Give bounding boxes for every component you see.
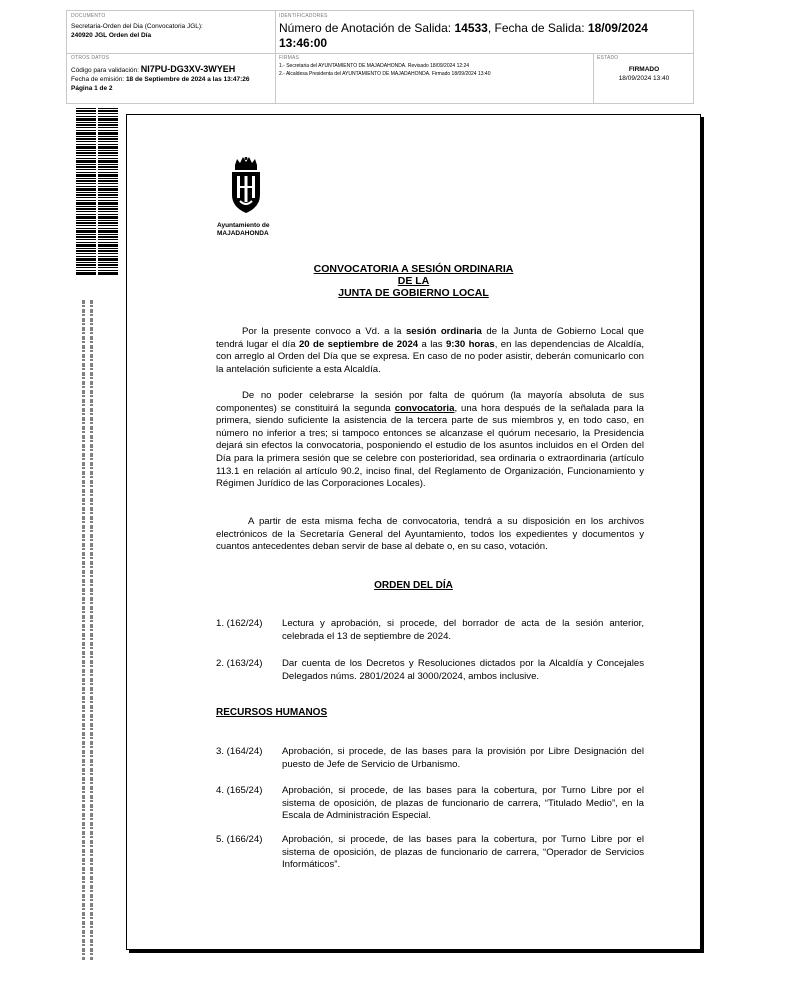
hora-value: 13:46:00 [279, 36, 328, 50]
firmas-label: FIRMAS [279, 55, 300, 61]
p1-text-e: a las [418, 338, 446, 350]
title-line3: JUNTA DE GOBIERNO LOCAL [338, 287, 489, 299]
emision-value: 18 de Septiembre de 2024 a las 13:47:26 [125, 76, 250, 83]
title-line1: CONVOCATORIA A SESIÓN ORDINARIA [313, 263, 514, 275]
anotacion-number: 14533 [454, 21, 488, 35]
paragraph-archivos: A partir de esta misma fecha de convocatoria, tendrá a su disposición en los archivos electrónicos de la Secretaría General del Ayuntamiento, todos los expedientes y documentos y cuantos antecedentes deban servir de base al debate o, en su caso, votación. [216, 516, 644, 553]
documento-cell [71, 13, 275, 53]
codigo-label: Código para validación: [71, 67, 139, 74]
section-recursos-humanos: RECURSOS HUMANOS [216, 707, 328, 718]
estado-value: FIRMADO [628, 66, 660, 73]
orden-del-dia-heading: ORDEN DEL DÍA [374, 580, 453, 591]
document-page [126, 114, 701, 950]
logo-caption-line2: MAJADAHONDA [217, 230, 269, 237]
pagina: Página 1 de 2 [71, 85, 113, 92]
agenda-item-text: Lectura y aprobación, si procede, del borrador de acta de la sesión anterior, celebrada el 13 de septiembre de 2024. [282, 618, 644, 642]
p1-fecha: 20 de septiembre de 2024 [298, 338, 419, 350]
documento-line2: 240920 JGL Orden del Día [71, 32, 152, 39]
otros-label: OTROS DATOS [71, 55, 110, 61]
identificadores-label: IDENTIFICADORES [279, 13, 328, 19]
agenda-item-number: 3. (164/24) [216, 746, 263, 757]
agenda-item-text: Aprobación, si procede, de las bases para la cobertura, por Turno Libre por el sistema de oposición, de plazas de funcionario de carrera, “Operador de Servicios Informáticos”. [282, 834, 644, 871]
paragraph-convocatoria [216, 326, 644, 376]
anotacion-prefix: Número de Anotación de Salida: [279, 21, 452, 35]
estado-date: 18/09/2024 13:40 [618, 75, 670, 82]
agenda-item [216, 785, 644, 823]
agenda-item-text: Aprobación, si procede, de las bases para la cobertura, por Turno Libre por el sistema de oposición, de plazas de funcionario de carrera, “Titulado Medio”, en la Escala de Administración Especial. [282, 785, 644, 822]
title-line2: DE LA [397, 275, 430, 287]
ayuntamiento-logo [211, 157, 281, 238]
otros-datos-cell [71, 55, 275, 101]
agenda-item [216, 834, 644, 872]
fecha-prefix: , Fecha de Salida: [487, 21, 585, 35]
fecha-value: 18/09/2024 [587, 21, 648, 35]
side-validation-text [80, 300, 102, 960]
documento-label: DOCUMENTO [71, 13, 106, 19]
firma-2: 2.- Alcaldesa Presidenta del AYUNTAMIENTO DE MAJADAHONDA. Firmado 18/09/2024 13:40 [279, 70, 491, 77]
anotacion-line [279, 21, 689, 51]
emision-label: Fecha de emisión: [71, 76, 125, 83]
p1-sesion-ordinaria: sesión ordinaria [405, 326, 482, 337]
identificadores-cell [279, 13, 689, 53]
agenda-item-number: 2. (163/24) [216, 658, 263, 669]
agenda-item [216, 618, 644, 643]
agenda-item-text: Aprobación, si procede, de las bases para la provisión por Libre Designación del puesto de Jefe de Servicio de Urbanismo. [282, 746, 644, 770]
logo-caption [211, 222, 281, 238]
estado-cell [597, 55, 691, 101]
agenda-item-number: 5. (166/24) [216, 834, 263, 845]
p1-hora: 9:30 horas [445, 338, 495, 350]
p1-text-c: de la Junta de Gobierno Local que tendrá lugar el día [216, 326, 644, 350]
coat-of-arms-icon [224, 157, 268, 215]
paragraph-quorum [216, 390, 644, 491]
emision-line [71, 75, 275, 84]
agenda-item-text: Dar cuenta de los Decretos y Resoluciones dictados por la Alcaldía y Concejales Delegados núms. 2801/2024 al 3000/2024, ambos inclusive. [282, 658, 644, 682]
estado-label: ESTADO [597, 55, 619, 61]
agenda-item-number: 4. (165/24) [216, 785, 263, 796]
codigo-line [71, 65, 275, 75]
document-title [127, 263, 700, 299]
agenda-item-number: 1. (162/24) [216, 618, 263, 629]
p2-convocatoria: convocatoria [394, 402, 455, 414]
p1-text-a: Por la presente convoco a Vd. a la [242, 326, 406, 337]
p2-text-a: De no poder celebrarse la sesión por falta de quórum (la mayoría absoluta de sus componentes) se constituirá la segunda [216, 390, 644, 414]
logo-caption-line1: Ayuntamiento de [217, 222, 270, 229]
p2-text-c: , una hora después de la señalada para la primera, siendo suficiente la asistencia de la tercera parte de sus miembros y, en todo caso, en número no inferior a tres; si tampoco entonces se alcanzase el quórum necesario, la Presidencia dejará sin efectos la convocatoria, posponiendo el estudio de los asuntos incluidos en el Orden del Día para la primera sesión que se celebre con posterioridad, sea ordinaria o extraordinaria (artículo 113.1 en relación al artículo 90.2, inciso final, del Reglamento de Organización, Funcionamiento y Régimen Jurídico de las Corporaciones Locales). [216, 402, 644, 490]
agenda-item [216, 658, 644, 683]
agenda-item [216, 746, 644, 771]
codigo-value[interactable]: NI7PU-DG3XV-3WYEH [140, 64, 236, 74]
firmas-cell [279, 55, 595, 101]
signature-header-table [66, 10, 694, 104]
firma-1: 1.- Secretaria del AYUNTAMIENTO DE MAJADAHONDA. Revisado 18/09/2024 12:24 [279, 63, 470, 69]
barcode [76, 108, 118, 276]
p1-text-g: , en las dependencias de Alcaldía, con arreglo al Orden del Día que se expresa. En caso de no poder asistir, deberán comunicarlo con la antelación suficiente a esta Alcaldía. [216, 338, 644, 375]
documento-line1: Secretaria-Orden del Dia (Convocatoria JGL): [71, 23, 203, 30]
